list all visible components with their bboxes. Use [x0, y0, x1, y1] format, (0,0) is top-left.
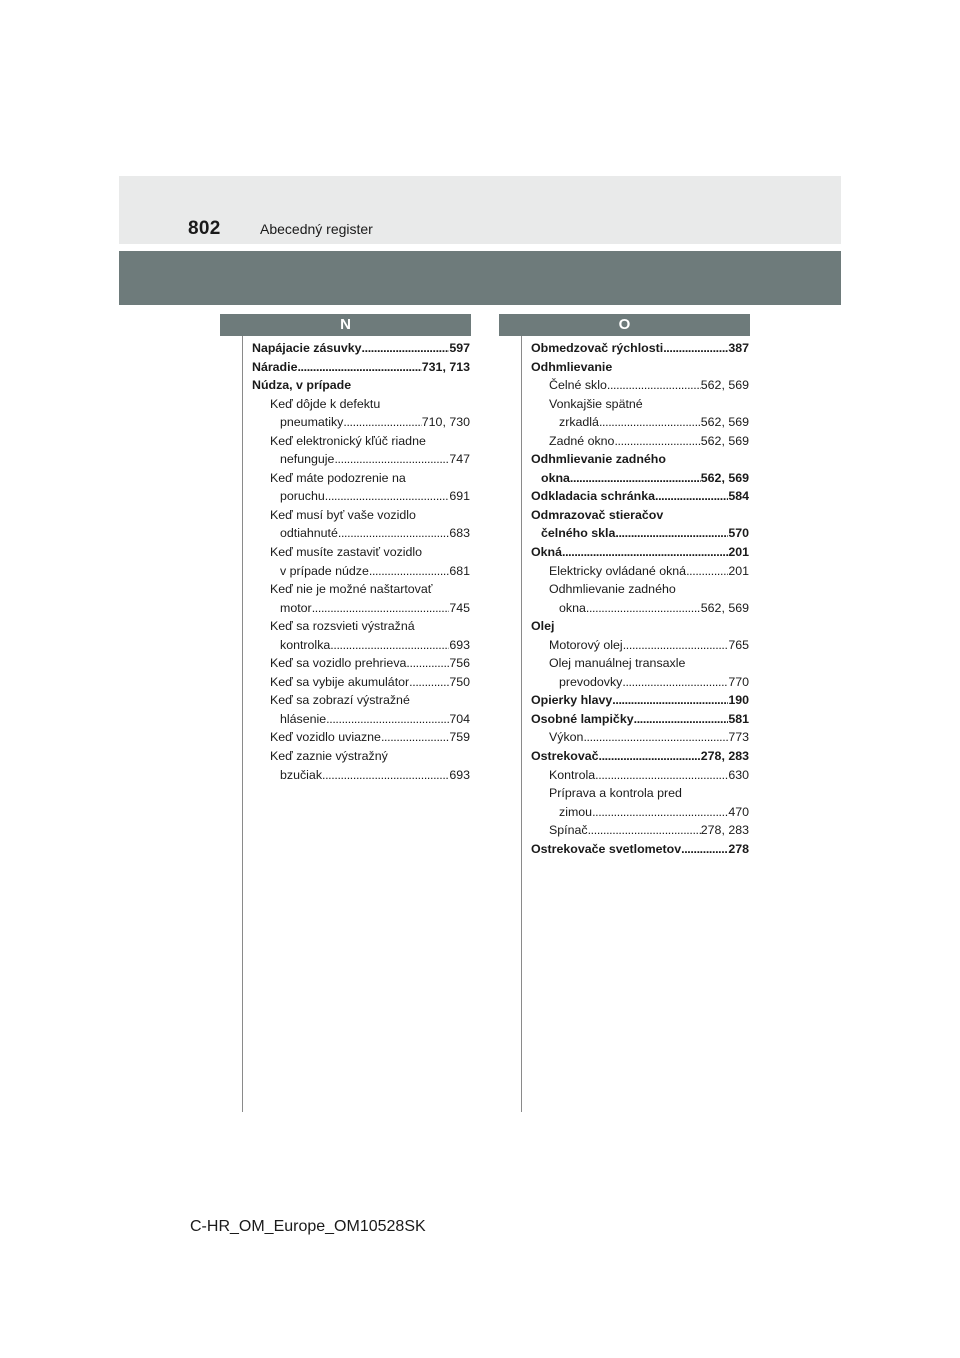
index-term: okna — [559, 600, 586, 615]
dot-leader — [612, 691, 728, 710]
dot-leader — [330, 636, 449, 655]
page-reference: 562, 569 — [700, 415, 749, 430]
index-term: Keď musí byť vaše vozidlo — [270, 507, 416, 522]
index-term: Núdza, v prípade — [252, 378, 352, 393]
page-reference: 597 — [449, 341, 470, 355]
index-entry — [252, 524, 470, 543]
page-reference: 584 — [728, 489, 749, 504]
page-reference: 562, 569 — [700, 378, 749, 393]
column-divider — [521, 336, 522, 1112]
index-term: prevodovky — [559, 674, 623, 689]
index-term: Odhmlievanie — [531, 359, 613, 374]
index-term: nefunguje — [280, 452, 335, 467]
index-entry — [252, 543, 470, 562]
index-term: Keď dôjde k defektu — [270, 396, 381, 411]
dot-leader — [583, 728, 728, 747]
index-term: Odhmlievanie zadného — [549, 582, 676, 597]
index-term: Olej manuálnej transaxle — [549, 656, 686, 671]
index-entry — [531, 673, 749, 692]
page-reference: 756 — [449, 656, 470, 671]
page-reference: 773 — [728, 730, 749, 745]
index-term: Odhmlievanie zadného — [531, 452, 666, 467]
index-entry — [252, 562, 470, 581]
index-term: Odmrazovač stieračov — [531, 507, 664, 522]
page-reference: 190 — [728, 693, 749, 708]
index-entry — [252, 506, 470, 525]
dot-leader — [663, 339, 728, 358]
letter-heading-n: N — [220, 314, 471, 336]
index-term: Olej — [531, 619, 555, 634]
dot-leader — [622, 673, 728, 692]
page-reference: 581 — [728, 711, 749, 726]
index-term: poruchu — [280, 489, 325, 504]
index-term: zimou — [559, 804, 593, 819]
section-banner — [119, 251, 841, 305]
index-term: hlásenie — [280, 711, 327, 726]
index-term: Opierky hlavy — [531, 693, 613, 708]
index-term: Zadné okno — [549, 433, 615, 448]
dot-leader — [297, 358, 421, 377]
dot-leader — [406, 654, 449, 673]
index-entry — [531, 580, 749, 599]
dot-leader — [409, 673, 449, 692]
header-band — [119, 176, 841, 244]
index-entry — [252, 450, 470, 469]
index-entry — [531, 728, 749, 747]
index-entry — [252, 432, 470, 451]
index-term: motor — [280, 600, 312, 615]
page-reference: 278, 283 — [700, 749, 749, 764]
page-reference: 570 — [728, 526, 749, 541]
dot-leader — [686, 562, 728, 581]
index-entry — [252, 636, 470, 655]
index-term: zrkadlá — [559, 415, 599, 430]
page-number: 802 — [188, 218, 221, 239]
index-term: Obmedzovač rýchlosti — [531, 341, 664, 355]
index-entry — [252, 766, 470, 785]
index-term: Okná — [531, 545, 562, 560]
index-term: Čelné sklo — [549, 378, 607, 393]
page-reference: 759 — [449, 730, 470, 745]
index-entry — [531, 840, 749, 859]
page-reference: 765 — [728, 637, 749, 652]
index-term: Spínač — [549, 823, 588, 838]
index-entry — [252, 580, 470, 599]
index-entry — [531, 617, 749, 636]
index-entry — [252, 747, 470, 766]
index-entry — [252, 691, 470, 710]
page-reference: 470 — [728, 804, 749, 819]
index-entry — [531, 339, 749, 358]
index-entry — [531, 821, 749, 840]
index-entry — [531, 710, 749, 729]
index-entry — [531, 376, 749, 395]
index-entry — [252, 599, 470, 618]
dot-leader — [655, 487, 728, 506]
index-term: Keď zaznie výstražný — [270, 749, 388, 764]
dot-leader — [599, 747, 701, 766]
dot-leader — [586, 599, 701, 618]
index-entry — [531, 487, 749, 506]
index-entry — [531, 599, 749, 618]
index-entry — [531, 432, 749, 451]
dot-leader — [599, 413, 701, 432]
page-reference: 770 — [728, 674, 749, 689]
page-reference: 387 — [728, 341, 749, 355]
dot-leader — [326, 710, 449, 729]
dot-leader — [592, 803, 728, 822]
index-column-o — [531, 339, 749, 858]
dot-leader — [607, 376, 701, 395]
index-entry — [252, 710, 470, 729]
page-reference: 747 — [449, 452, 470, 467]
index-term: Vonkajšie spätné — [549, 396, 643, 411]
index-entry — [531, 691, 749, 710]
index-term: Keď sa vybije akumulátor — [270, 674, 410, 689]
index-term: Elektricky ovládané okná — [549, 563, 687, 578]
index-entry — [252, 358, 470, 377]
dot-leader — [322, 766, 449, 785]
index-entry — [531, 395, 749, 414]
index-entry — [252, 469, 470, 488]
dot-leader — [325, 487, 450, 506]
index-entry — [531, 562, 749, 581]
page-reference: 683 — [449, 526, 470, 541]
page-reference: 630 — [728, 767, 749, 782]
index-entry — [252, 395, 470, 414]
index-term: Výkon — [549, 730, 584, 745]
page-reference: 691 — [449, 489, 470, 504]
index-term: Kontrola — [549, 767, 596, 782]
index-entry — [531, 636, 749, 655]
index-entry — [252, 617, 470, 636]
index-entry — [531, 469, 749, 488]
index-entry — [531, 543, 749, 562]
index-term: Ostrekovače svetlometov — [531, 841, 682, 856]
page-reference: 278 — [728, 841, 749, 856]
page-reference: 681 — [449, 563, 470, 578]
dot-leader — [381, 728, 449, 747]
dot-leader — [614, 432, 700, 451]
index-term: Napájacie zásuvky — [252, 341, 362, 355]
index-term: Ostrekovač — [531, 749, 599, 764]
letter-heading-o: O — [499, 314, 750, 336]
index-entry — [252, 487, 470, 506]
page-reference: 562, 569 — [700, 433, 749, 448]
page-reference: 704 — [449, 711, 470, 726]
index-term: Odkladacia schránka — [531, 489, 655, 504]
index-column-n — [252, 339, 470, 784]
index-term: kontrolka — [280, 637, 331, 652]
dot-leader — [634, 710, 729, 729]
dot-leader — [369, 562, 449, 581]
index-term: Keď sa rozsvieti výstražná — [270, 619, 415, 634]
dot-leader — [312, 599, 450, 618]
index-term: okna — [541, 470, 570, 485]
index-entry — [531, 654, 749, 673]
dot-leader — [615, 524, 728, 543]
page-reference: 562, 569 — [700, 470, 749, 485]
page-reference: 731, 713 — [421, 359, 470, 374]
index-term: Náradie — [252, 359, 298, 374]
page-reference: 693 — [449, 767, 470, 782]
dot-leader — [595, 766, 728, 785]
index-entry — [531, 413, 749, 432]
dot-leader — [562, 543, 728, 562]
index-term: Keď elektronický kľúč riadne — [270, 433, 426, 448]
index-entry — [252, 339, 470, 358]
index-term: čelného skla — [541, 526, 616, 541]
index-term: Keď vozidlo uviazne — [270, 730, 381, 745]
index-entry — [531, 803, 749, 822]
index-term: Keď sa vozidlo prehrieva — [270, 656, 407, 671]
index-entry — [252, 413, 470, 432]
index-entry — [252, 376, 470, 395]
dot-leader — [362, 339, 450, 358]
dot-leader — [588, 821, 701, 840]
section-title: Abecedný register — [260, 221, 373, 237]
index-entry — [531, 747, 749, 766]
index-entry — [252, 654, 470, 673]
index-entry — [531, 450, 749, 469]
index-term: Príprava a kontrola pred — [549, 786, 682, 801]
page-reference: 750 — [449, 674, 470, 689]
dot-leader — [338, 524, 449, 543]
page-reference: 693 — [449, 637, 470, 652]
index-entry — [531, 358, 749, 377]
dot-leader — [343, 413, 421, 432]
index-term: Keď sa zobrazí výstražné — [270, 693, 410, 708]
dot-leader — [570, 469, 701, 488]
index-term: odtiahnuté — [280, 526, 338, 541]
page-reference: 710, 730 — [421, 415, 470, 430]
dot-leader — [623, 636, 729, 655]
dot-leader — [334, 450, 449, 469]
index-entry — [531, 766, 749, 785]
page-reference: 201 — [728, 563, 749, 578]
index-term: bzučiak — [280, 767, 323, 782]
column-divider — [242, 336, 243, 1112]
index-term: Osobné lampičky — [531, 711, 634, 726]
index-term: v prípade núdze — [280, 563, 369, 578]
index-term: pneumatiky — [280, 415, 344, 430]
index-entry — [531, 524, 749, 543]
dot-leader — [681, 840, 728, 859]
index-entry — [531, 506, 749, 525]
index-term: Keď máte podozrenie na — [270, 470, 406, 485]
index-entry — [531, 784, 749, 803]
index-term: Keď musíte zastaviť vozidlo — [270, 545, 423, 560]
index-term: Keď nie je možné naštartovať — [270, 582, 433, 597]
index-term: Motorový olej — [549, 637, 623, 652]
page-reference: 278, 283 — [700, 823, 749, 838]
page-reference: 201 — [728, 545, 749, 560]
index-entry — [252, 673, 470, 692]
document-footer: C-HR_OM_Europe_OM10528SK — [190, 1218, 426, 1235]
page-reference: 745 — [449, 600, 470, 615]
page-reference: 562, 569 — [700, 600, 749, 615]
index-entry — [252, 728, 470, 747]
